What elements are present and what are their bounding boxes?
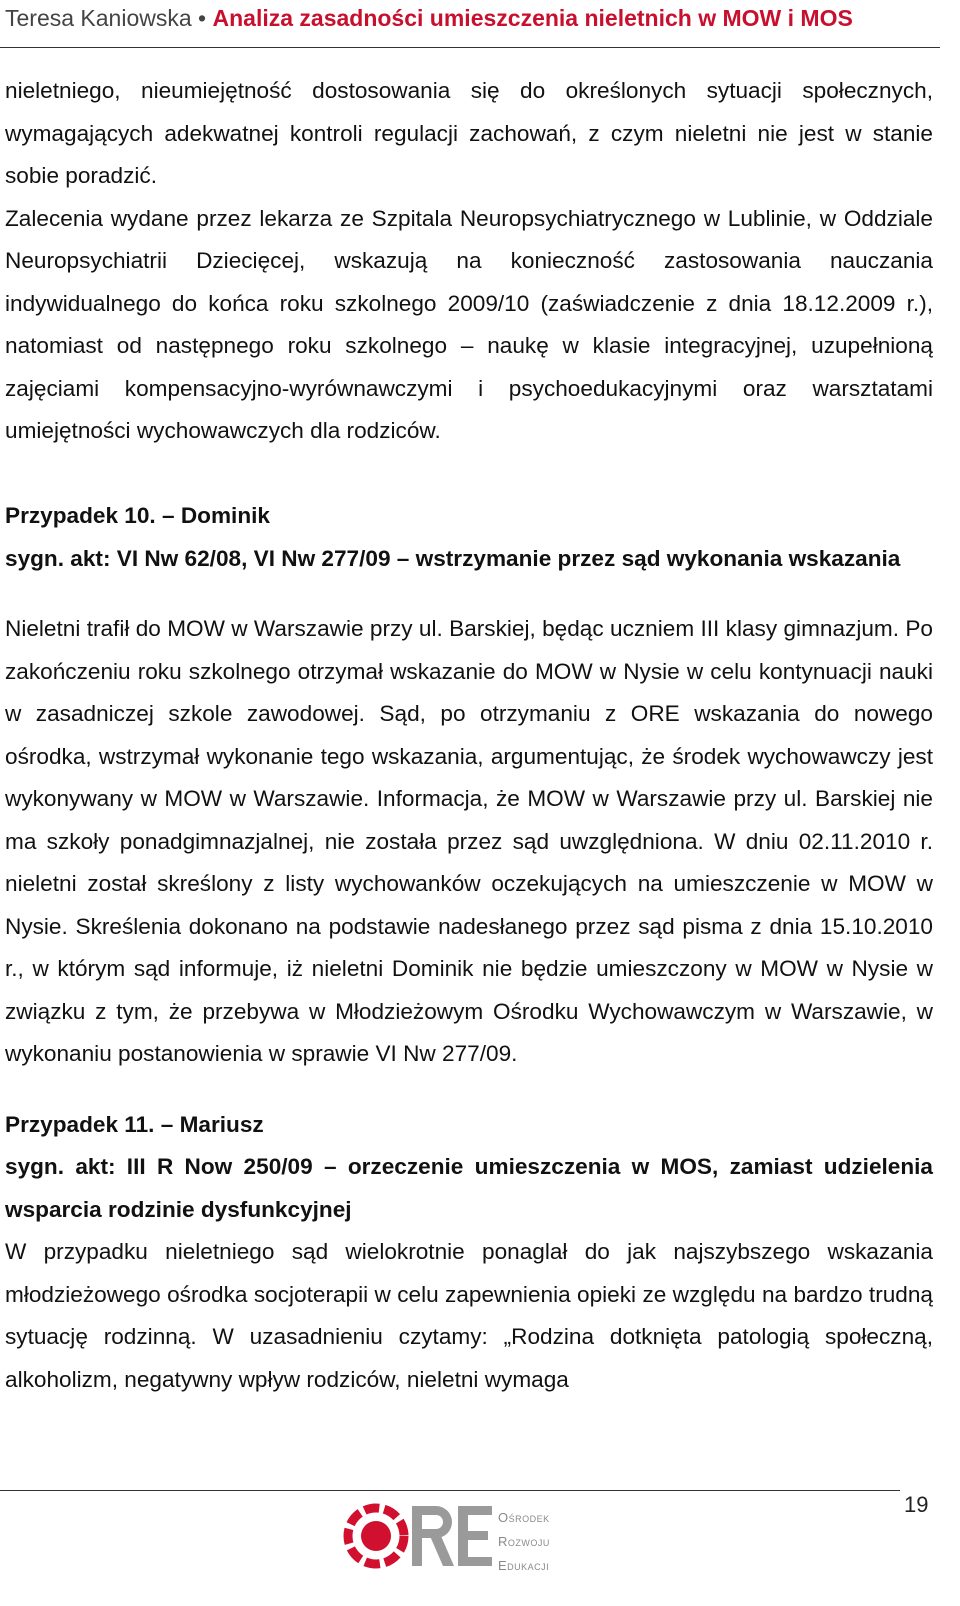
logo-ring-icon	[348, 1508, 404, 1564]
header-separator: •	[191, 5, 213, 31]
page-body	[5, 70, 933, 1401]
case-11-body: W przypadku nieletniego sąd wielokrotnie ponaglał do jak najszybszego wskazania młodzieżowego ośrodka socjoterapii w celu zapewnienia opieki ze względu na bardzo trudną sytuację rodzinną. W uzasadnieniu czytamy: „Rodzina dotknięta patologią społeczną, alkoholizm, negatywny wpływ rodziców, nieletni wymaga	[5, 1239, 933, 1392]
paragraph-recommendations: Zalecenia wydane przez lekarza ze Szpitala Neuropsychiatrycznego w Lublinie, w Oddziale Neuropsychiatrii Dziecięcej, wskazują na konieczność zastosowania nauczania indywidualnego do końca roku szkolnego 2009/10 (zaświadczenie z dnia 18.12.2009 r.), natomiast od następnego roku szkolnego – naukę w klasie integracyjnej, uzupełnioną zajęciami kompensacyjno-wyrównawczymi i psychoedukacyjnymi oraz warsztatami umiejętności wychowawczych dla rodziców.	[5, 205, 933, 443]
case-10-heading: Przypadek 10. – Dominik	[5, 503, 270, 528]
case-11-signature: sygn. akt: III R Now 250/09 – orzeczenie umieszczenia w MOS, zamiast udzielenia wsparcia rodzinie dysfunkcyjnej	[5, 1154, 933, 1222]
logo-letter-e	[458, 1506, 492, 1566]
spacer	[5, 453, 933, 496]
logo-line-3: Edukacji	[498, 1558, 550, 1573]
header-title: Analiza zasadności umieszczenia nieletnich w MOW i MOS	[212, 5, 853, 31]
case-11-heading: Przypadek 11. – Mariusz	[5, 1111, 264, 1137]
logo-line-2: Rozwoju	[498, 1534, 550, 1549]
spacer	[5, 1076, 933, 1104]
running-header	[0, 0, 940, 48]
logo-line-1: Ośrodek	[498, 1510, 550, 1525]
ore-logo-mark	[340, 1500, 500, 1600]
spacer	[5, 580, 933, 608]
case-10-body: Nieletni trafił do MOW w Warszawie przy ul. Barskiej, będąc uczniem III klasy gimnazjum. Po zakończeniu roku szkolnego otrzymał wskazanie do MOW w Nysie w celu kontynuacji nauki w zasadniczej szkole zawodowej. Sąd, po otrzymaniu z ORE wskazania do nowego ośrodka, wstrzymał wykonanie tego wskazania, argumentując, że środek wychowawczy jest wykonywany w MOW w Warszawie. Informacja, że MOW w Warszawie przy ul. Barskiej nie ma szkoły ponadgimnazjalnej, nie została przez sąd uwzględniona. W dniu 02.11.2010 r. nieletni został skreślony z listy wychowanków oczekujących na umieszczenie w MOW w Nysie. Skreślenia dokonano na podstawie nadesłanego przez sąd pisma z dnia 15.10.2010 r., w którym sąd informuje, iż nieletni Dominik nie będzie umieszczony w MOW w Nysie w związku z tym, że przebywa w Młodzieżowym Ośrodku Wychowawczym w Warszawie, w wykonaniu postanowienia w sprawie VI Nw 277/09.	[5, 616, 933, 1066]
ore-logo	[340, 1500, 570, 1600]
logo-wordmark	[498, 1506, 550, 1578]
footer-rule	[0, 1490, 900, 1491]
paragraph-continuation: nieletniego, nieumiejętność dostosowania się do określonych sytuacji społecznych, wymagających adekwatnej kontroli regulacji zachowań, z czym nieletni nie jest w stanie sobie poradzić.	[5, 78, 933, 188]
logo-letter-r	[412, 1506, 454, 1566]
header-line	[5, 3, 853, 33]
case-10-signature: sygn. akt: VI Nw 62/08, VI Nw 277/09 – wstrzymanie przez sąd wykonania wskazania	[5, 545, 901, 571]
page-number: 19	[904, 1492, 929, 1517]
header-author: Teresa Kaniowska	[5, 5, 192, 31]
